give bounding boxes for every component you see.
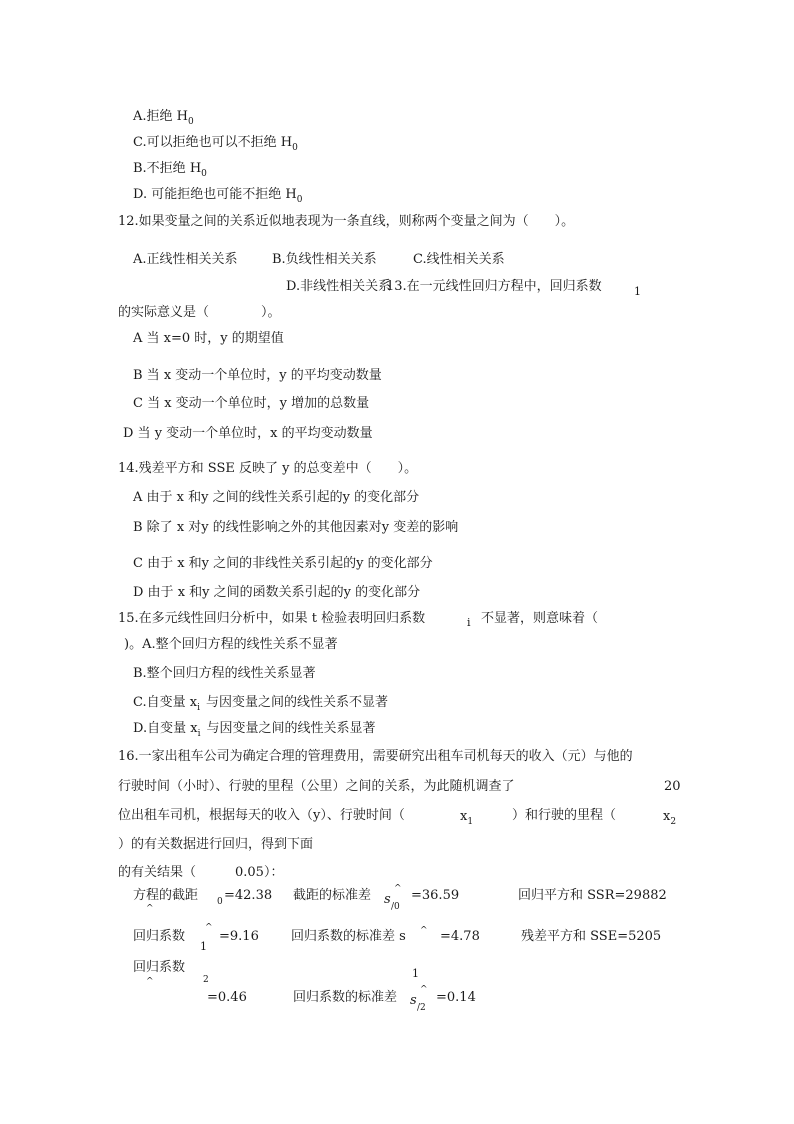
coef1-subscript: 1 bbox=[200, 940, 207, 953]
q13-option-c: C 当 x 变动一个单位时，y 增加的总数量 bbox=[133, 396, 370, 411]
q15-beta-subscript: i bbox=[467, 616, 471, 629]
coef2-value: =0.46 bbox=[207, 990, 247, 1005]
coef1-se-value: =4.78 bbox=[440, 929, 480, 944]
intercept-se-symbol: s bbox=[384, 892, 391, 907]
sse-value: 残差平方和 SSE=5205 bbox=[521, 929, 662, 944]
q14-option-a: A 由于 x 和y 之间的线性关系引起的y 的变化部分 bbox=[133, 490, 420, 505]
q13-beta-subscript: 1 bbox=[634, 285, 641, 298]
q15-option-b: B.整个回归方程的线性关系显著 bbox=[133, 666, 316, 681]
coef2-se-hat: ^ bbox=[420, 985, 428, 995]
q16-sample-size: 20 bbox=[664, 779, 681, 794]
q15-option-c: C.自变量 $x_i$ 与因变量之间的线性关系不显著 bbox=[133, 695, 388, 713]
ssr-value: 回归平方和 SSR=29882 bbox=[518, 888, 667, 903]
coef2-se-symbol: s bbox=[410, 993, 417, 1008]
coef1-hat: ^ bbox=[205, 923, 213, 933]
q12-option-a: A.正线性相关关系 bbox=[133, 252, 238, 267]
coef2-se-label: 回归系数的标准差 bbox=[293, 990, 398, 1005]
coef2-hat: ^ bbox=[146, 977, 154, 987]
q16-line5: 的有关结果（ 0.05）： bbox=[118, 865, 284, 880]
q12-option-b: B.负线性相关关系 bbox=[272, 252, 377, 267]
coef1-value: =9.16 bbox=[219, 929, 259, 944]
q16-line3-b: ）和行驶的里程（ bbox=[512, 808, 617, 823]
q12-option-c: C.线性相关关系 bbox=[413, 252, 505, 267]
q12-option-d: D.非线性相关关系 bbox=[286, 279, 392, 294]
q11-option-b: B.不拒绝 $H_0$ bbox=[133, 161, 207, 179]
q15-stem: 15.在多元线性回归分析中，如果 t 检验表明回归系数 bbox=[118, 611, 426, 626]
coef1-se-label: 回归系数的标准差 s bbox=[291, 929, 406, 944]
intercept-se-label: 截距的标准差 bbox=[293, 888, 372, 903]
q11-option-d: D. 可能拒绝也可能不拒绝 $H_0$ bbox=[133, 187, 303, 205]
coef2-subscript: 2 bbox=[203, 975, 209, 985]
q13-option-b: B 当 x 变动一个单位时，y 的平均变动数量 bbox=[133, 368, 382, 383]
q15-stem-cont: 不显著，则意味着（ bbox=[481, 611, 599, 626]
coef2-label: 回归系数 bbox=[133, 960, 186, 975]
q14-option-c: C 由于 x 和y 之间的非线性关系引起的y 的变化部分 bbox=[133, 556, 433, 571]
q13-stem: 13.在一元线性回归方程中，回归系数 bbox=[386, 279, 602, 294]
coef2-se-subscript: /2 bbox=[417, 1003, 426, 1013]
q16-x1: $x_1$ bbox=[460, 809, 474, 827]
q16-line4: ）的有关数据进行回归，得到下面 bbox=[118, 837, 314, 852]
intercept-subscript: 0 bbox=[217, 897, 223, 907]
q16-line2: 行驶时间（小时）、行驶的里程（公里）之间的关系，为此随机调查了 bbox=[118, 779, 515, 794]
q11-option-c: C.可以拒绝也可以不拒绝 $H_0$ bbox=[133, 135, 298, 153]
intercept-se-subscript: /0 bbox=[391, 902, 400, 912]
coef1-se-subscript: 1 bbox=[412, 967, 419, 980]
q15-option-d: D.自变量 $x_i$ 与因变量之间的线性关系显著 bbox=[133, 721, 376, 739]
coef2-se-value: =0.14 bbox=[436, 990, 476, 1005]
q14-option-d: D 由于 x 和y 之间的函数关系引起的y 的变化部分 bbox=[133, 585, 421, 600]
coef1-se-hat: ^ bbox=[420, 926, 428, 936]
q12-stem: 12.如果变量之间的关系近似地表现为一条直线，则称两个变量之间为（ ）。 bbox=[118, 214, 575, 229]
coef1-label: 回归系数 bbox=[133, 929, 186, 944]
intercept-se-value: =36.59 bbox=[411, 888, 460, 903]
intercept-hat: ^ bbox=[146, 904, 154, 914]
q11-option-a: A.拒绝 $H_0$ bbox=[133, 109, 194, 127]
q16-line3-a: 位出租车司机，根据每天的收入（y）、行驶时间（ bbox=[118, 808, 405, 823]
q16-x2: $x_2$ bbox=[663, 809, 677, 827]
intercept-se-hat: ^ bbox=[394, 884, 402, 894]
q15-option-a-line: )。A.整个回归方程的线性关系不显著 bbox=[124, 637, 338, 652]
q13-stem-cont: 的实际意义是（ ）。 bbox=[118, 305, 281, 320]
q14-stem: 14.残差平方和 SSE 反映了 y 的总变差中（ ）。 bbox=[118, 461, 418, 476]
q14-option-b: B 除了 x 对y 的线性影响之外的其他因素对y 变差的影响 bbox=[133, 520, 459, 535]
intercept-label: 方程的截距 bbox=[133, 888, 199, 903]
intercept-value: =42.38 bbox=[224, 888, 273, 903]
q16-line1: 16.一家出租车公司为确定合理的管理费用，需要研究出租车司机每天的收入（元）与他的 bbox=[118, 749, 633, 764]
q13-option-a: A 当 x=0 时，y 的期望值 bbox=[133, 331, 284, 346]
q13-option-d: D 当 y 变动一个单位时，x 的平均变动数量 bbox=[123, 426, 373, 441]
